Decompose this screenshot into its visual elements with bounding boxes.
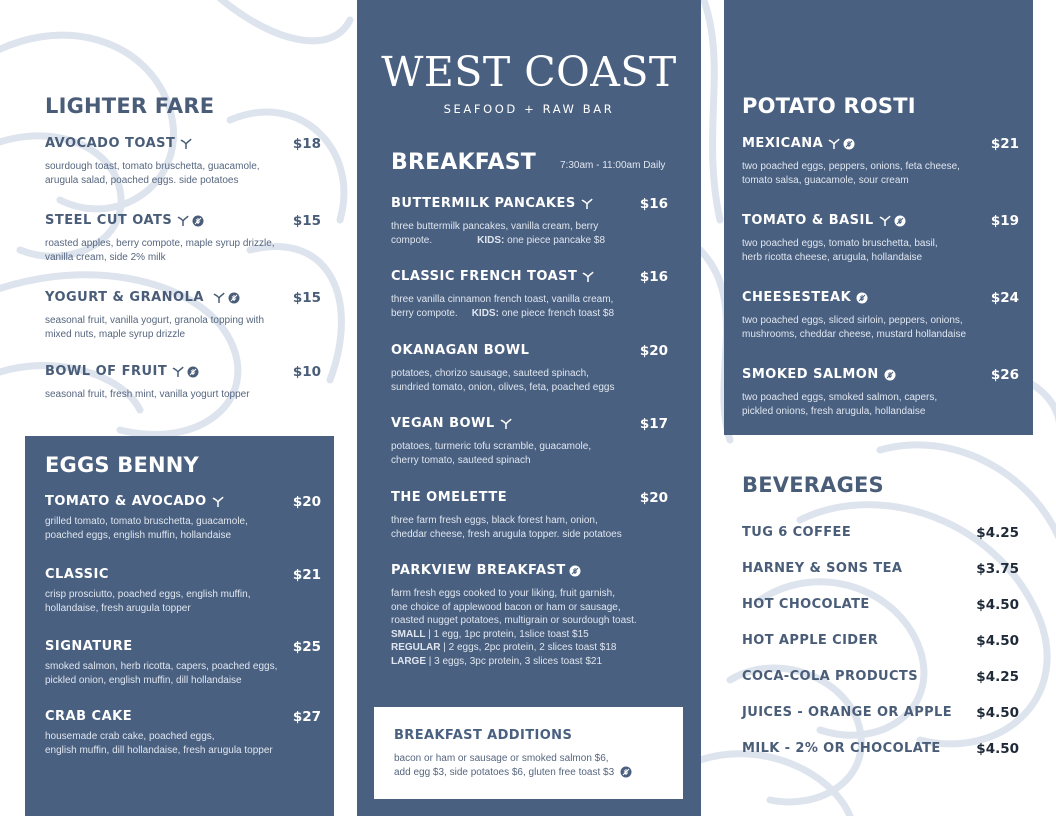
sprout-icon — [581, 198, 593, 210]
beverage-name: HARNEY & SONS TEA — [742, 561, 903, 576]
beverages-title: BEVERAGES — [742, 473, 884, 497]
item-description: three vanilla cinnamon french toast, vanilla cream, berry compote. KIDS: one piece french toast $8 — [391, 294, 615, 319]
menu-item — [45, 709, 321, 769]
item-description: two poached eggs, sliced sirloin, peppers, onions, mushrooms, cheddar cheese, mustard hollandaise — [742, 315, 967, 340]
item-price: $24 — [990, 290, 1019, 306]
sprout-icon — [172, 366, 184, 378]
item-name: SMOKED SALMON — [742, 367, 896, 382]
item-price: $21 — [292, 567, 321, 583]
item-description: sourdough toast, tomato bruschetta, guacamole, arugula salad, poached eggs. side potatoes — [45, 161, 260, 186]
menu-item — [391, 563, 668, 673]
item-name: MEXICANA — [742, 136, 855, 151]
gluten-free-icon — [228, 292, 240, 304]
item-description: two poached eggs, smoked salmon, capers, pickled onions, fresh arugula, hollandaise — [742, 392, 938, 417]
beverage-name: COCA-COLA PRODUCTS — [742, 669, 918, 684]
menu-item — [391, 196, 668, 256]
potato-rosti-title: POTATO ROSTI — [742, 94, 916, 118]
gluten-free-icon — [894, 215, 906, 227]
item-description: grilled tomato, tomato bruschetta, guacamole, poached eggs, english muffin, hollandaise — [45, 516, 248, 541]
beverages-section — [742, 435, 1019, 816]
item-price: $27 — [292, 709, 321, 725]
item-description: two poached eggs, tomato bruschetta, basil, herb ricotta cheese, arugula, hollandaise — [742, 238, 938, 263]
brand-logo-subtitle: SEAFOOD + RAW BAR — [443, 102, 615, 116]
item-price: $20 — [639, 490, 668, 506]
sprout-icon — [828, 138, 840, 150]
item-name: CHEESESTEAK — [742, 290, 868, 305]
menu-item — [391, 343, 668, 403]
item-description: smoked salmon, herb ricotta, capers, poached eggs, pickled onion, english muffin, dill hollandaise — [45, 661, 278, 686]
beverage-item — [742, 669, 1019, 689]
item-name: OKANAGAN BOWL — [391, 343, 530, 358]
item-name: CLASSIC — [45, 567, 109, 582]
beverage-item — [742, 525, 1019, 545]
gluten-free-icon — [192, 215, 204, 227]
breakfast-additions-box — [374, 707, 683, 799]
beverage-price: $4.50 — [976, 705, 1019, 721]
sprout-icon — [213, 292, 225, 304]
item-name: SIGNATURE — [45, 639, 133, 654]
lighter-fare-title: LIGHTER FARE — [45, 94, 215, 118]
beverage-item — [742, 633, 1019, 653]
gluten-free-icon — [620, 766, 632, 778]
beverage-price: $4.25 — [976, 669, 1019, 685]
beverage-name: TUG 6 COFFEE — [742, 525, 852, 540]
beverage-name: HOT CHOCOLATE — [742, 597, 870, 612]
menu-item — [742, 213, 1019, 273]
item-price: $18 — [292, 136, 321, 152]
beverage-price: $4.25 — [976, 525, 1019, 541]
beverage-name: HOT APPLE CIDER — [742, 633, 879, 648]
beverage-name: MILK - 2% OR CHOCOLATE — [742, 741, 941, 756]
item-name: YOGURT & GRANOLA — [45, 290, 240, 305]
item-description: crisp prosciutto, poached eggs, english muffin, hollandaise, fresh arugula topper — [45, 589, 251, 614]
gluten-free-icon — [856, 292, 868, 304]
beverage-item — [742, 705, 1019, 725]
item-name: STEEL CUT OATS — [45, 213, 204, 228]
item-name: VEGAN BOWL — [391, 416, 512, 431]
item-description: roasted apples, berry compote, maple syrup drizzle, vanilla cream, side 2% milk — [45, 238, 275, 263]
item-price: $21 — [990, 136, 1019, 152]
item-name: TOMATO & BASIL — [742, 213, 906, 228]
item-description: housemade crab cake, poached eggs, english muffin, dill hollandaise, fresh arugula topper — [45, 731, 273, 756]
item-description: potatoes, chorizo sausage, sauteed spinach, sundried tomato, onion, olives, feta, poached eggs — [391, 368, 615, 393]
menu-item — [391, 490, 668, 550]
menu-item — [742, 367, 1019, 427]
menu-item — [45, 567, 321, 627]
menu-item — [45, 639, 321, 699]
item-name: CRAB CAKE — [45, 709, 133, 724]
gluten-free-icon — [884, 369, 896, 381]
potato-rosti-section — [742, 0, 1019, 435]
item-description: seasonal fruit, vanilla yogurt, granola topping with mixed nuts, maple syrup drizzle — [45, 315, 265, 340]
item-price: $10 — [292, 364, 321, 380]
size-option: LARGE | 3 eggs, 3pc protein, 3 slices toast $21 — [391, 655, 603, 667]
breakfast-additions-title: BREAKFAST ADDITIONS — [394, 728, 573, 743]
item-name: AVOCADO TOAST — [45, 136, 192, 151]
size-option: SMALL | 1 egg, 1pc protein, 1slice toast $15 — [391, 628, 589, 640]
item-price: $20 — [292, 494, 321, 510]
item-description: two poached eggs, peppers, onions, feta cheese, tomato salsa, guacamole, sour cream — [742, 161, 960, 186]
sprout-icon — [180, 138, 192, 150]
sprout-icon — [879, 215, 891, 227]
item-name: BOWL OF FRUIT — [45, 364, 199, 379]
item-price: $19 — [990, 213, 1019, 229]
gluten-free-icon — [569, 565, 581, 577]
item-price: $16 — [639, 196, 668, 212]
item-price: $26 — [990, 367, 1019, 383]
item-price: $25 — [292, 639, 321, 655]
menu-item — [45, 136, 321, 196]
menu-item — [391, 416, 668, 476]
beverage-price: $4.50 — [976, 741, 1019, 757]
lighter-fare-section — [45, 0, 321, 436]
breakfast-title: BREAKFAST — [391, 150, 536, 175]
eggs-benny-section — [45, 436, 321, 816]
item-price: $15 — [292, 290, 321, 306]
size-option: REGULAR | 2 eggs, 2pc protein, 2 slices toast $18 — [391, 642, 617, 653]
eggs-benny-title: EGGS BENNY — [45, 453, 199, 477]
menu-item — [742, 290, 1019, 350]
sprout-icon — [500, 418, 512, 430]
beverage-item — [742, 561, 1019, 581]
beverage-item — [742, 741, 1019, 761]
sprout-icon — [177, 215, 189, 227]
brand-logo-title: WEST COAST — [381, 48, 677, 96]
menu-item — [45, 364, 321, 410]
item-name: CLASSIC FRENCH TOAST — [391, 269, 594, 284]
menu-item — [45, 494, 321, 554]
menu-item — [391, 269, 668, 329]
item-price: $15 — [292, 213, 321, 229]
item-name: PARKVIEW BREAKFAST — [391, 563, 581, 578]
beverage-price: $4.50 — [976, 633, 1019, 649]
breakfast-additions-description: bacon or ham or sausage or smoked salmon $6, add egg $3, side potatoes $6, gluten free toast $3 — [394, 752, 632, 779]
beverage-name: JUICES - ORANGE OR APPLE — [742, 705, 953, 720]
item-description: three farm fresh eggs, black forest ham, onion, cheddar cheese, fresh arugula topper. side potatoes — [391, 515, 622, 540]
item-description: seasonal fruit, fresh mint, vanilla yogurt topper — [45, 389, 250, 400]
breakfast-hours: 7:30am - 11:00am Daily — [560, 160, 666, 171]
menu-item — [45, 290, 321, 350]
item-name: THE OMELETTE — [391, 490, 508, 505]
gluten-free-icon — [187, 366, 199, 378]
menu-item — [45, 213, 321, 273]
gluten-free-icon — [843, 138, 855, 150]
sprout-icon — [212, 496, 224, 508]
item-name: TOMATO & AVOCADO — [45, 494, 224, 509]
item-price: $20 — [639, 343, 668, 359]
breakfast-column — [357, 0, 701, 816]
item-description: potatoes, turmeric tofu scramble, guacamole, cherry tomato, sauteed spinach — [391, 441, 592, 466]
item-name: BUTTERMILK PANCAKES — [391, 196, 593, 211]
menu-item — [742, 136, 1019, 196]
item-description: three buttermilk pancakes, vanilla cream, berry compote. KIDS: one piece pancake $8 — [391, 221, 606, 246]
sprout-icon — [582, 271, 594, 283]
item-price: $16 — [639, 269, 668, 285]
beverage-price: $4.50 — [976, 597, 1019, 613]
beverage-price: $3.75 — [976, 561, 1019, 577]
item-price: $17 — [639, 416, 668, 432]
beverage-item — [742, 597, 1019, 617]
item-description: farm fresh eggs cooked to your liking, fruit garnish, one choice of applewood bacon or ham or sausage, roasted nugget potatoes, multigrain or sourdough toast. SMALL | 1 egg, 1pc protein, 1slice toast $15 REGULAR | 2 eggs, 2pc protein, 2 slices toast $18 LARGE | 3 eggs, 3pc protein, 3 slices toast $21 — [391, 588, 637, 667]
